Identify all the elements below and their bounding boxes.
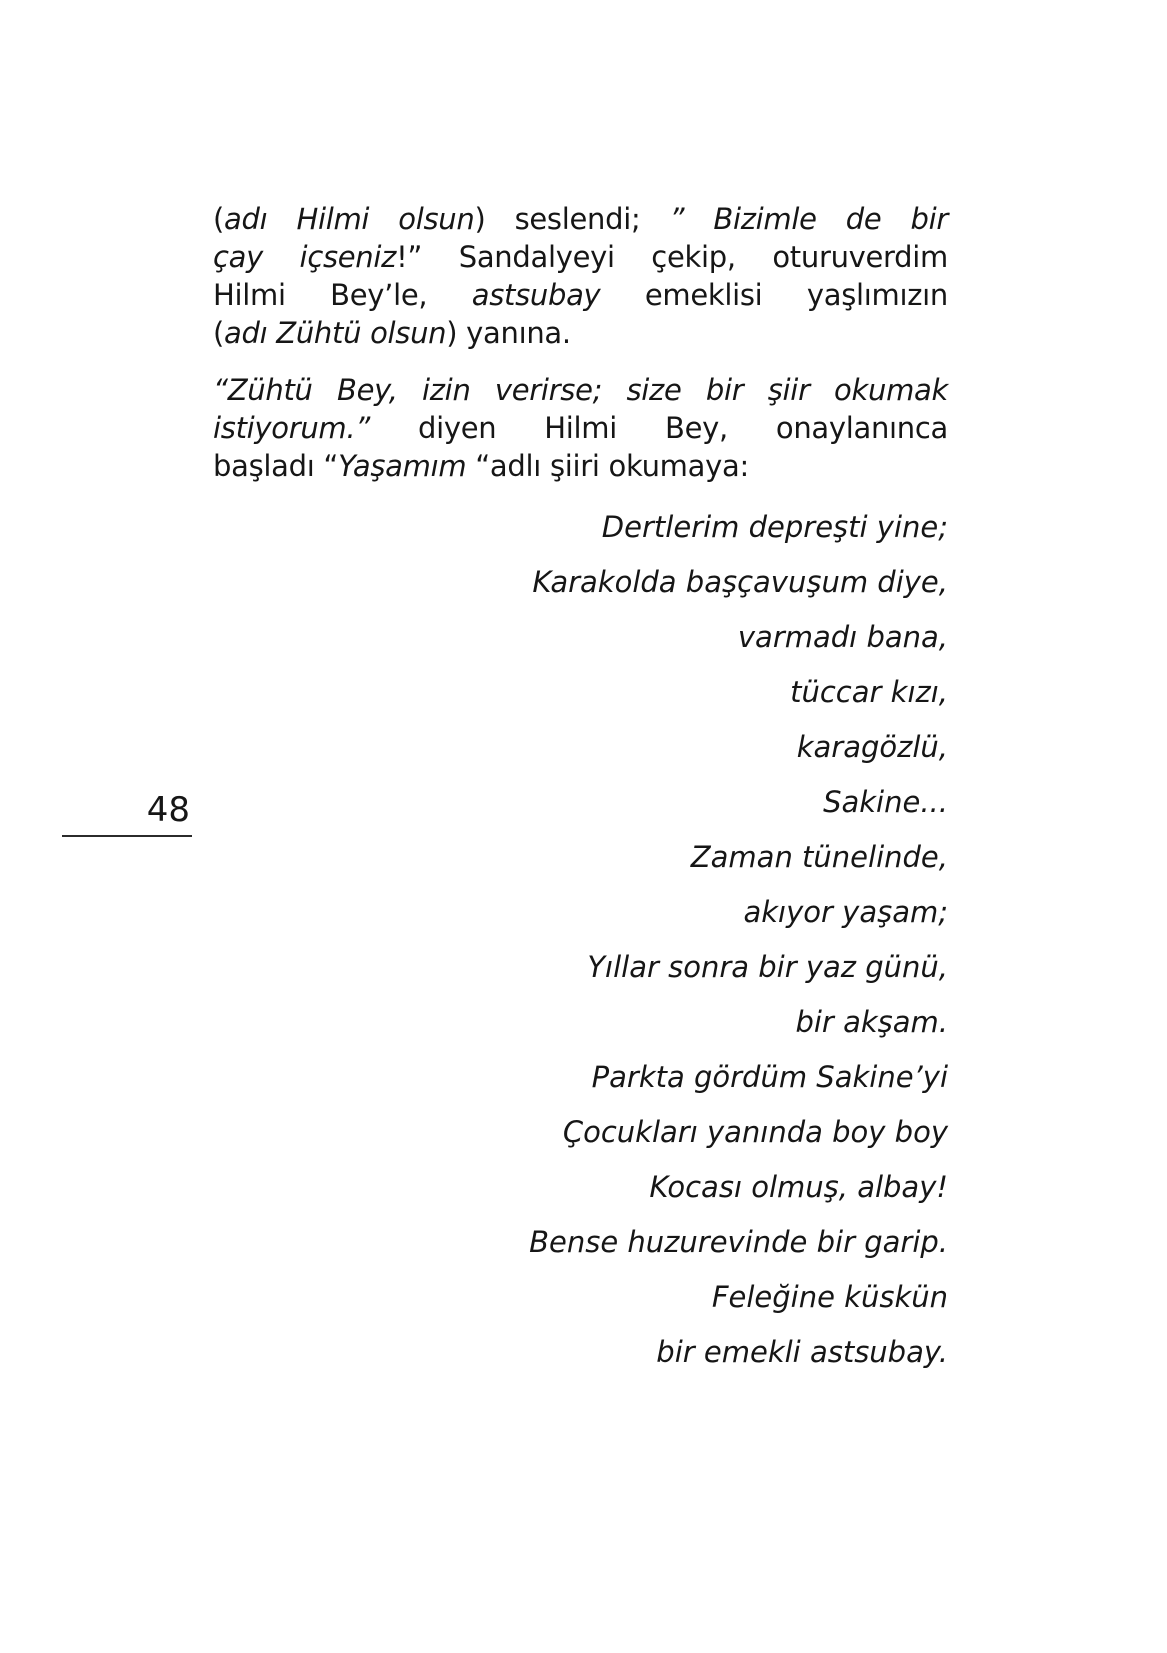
italic-text-segment: adı Zühtü olsun — [224, 316, 447, 350]
poem-line: Zaman tünelinde, — [690, 840, 948, 874]
text-line — [213, 200, 948, 238]
poem-line: Karakolda başçavuşum diye, — [532, 565, 948, 599]
poem-line: Parkta gördüm Sakine’yi — [591, 1060, 948, 1094]
poem-line: Bense huzurevinde bir garip. — [529, 1225, 948, 1259]
poem-line: varmadı bana, — [737, 620, 948, 654]
prose-section — [213, 200, 948, 485]
poem-line: Feleğine küskün — [711, 1280, 948, 1314]
text-line — [213, 314, 948, 352]
text-line — [213, 371, 948, 409]
paragraph — [213, 200, 948, 352]
text-segment: !” Sandalyeyi çekip, oturuverdim — [396, 240, 948, 274]
text-segment: “adlı şiiri okumaya: — [475, 449, 749, 483]
paragraph — [213, 371, 948, 485]
text-segment: diyen Hilmi Bey, onaylanınca — [370, 411, 948, 445]
italic-text-segment: ” Bizimle de bir — [669, 202, 948, 236]
poem-line: tüccar kızı, — [790, 675, 948, 709]
text-segment: ( — [213, 202, 225, 236]
poem-line: akıyor yaşam; — [743, 895, 948, 929]
text-segment: ) seslendi; — [474, 202, 670, 236]
italic-text-segment: adı Hilmi olsun — [224, 202, 475, 236]
poem-line: Kocası olmuş, albay! — [649, 1170, 948, 1204]
text-segment: başladı “ — [213, 449, 339, 483]
text-segment: ) yanına. — [446, 316, 571, 350]
text-segment: Hilmi Bey’le, — [213, 278, 472, 312]
poem-line: Dertlerim depreşti yine; — [601, 510, 948, 544]
text-line — [213, 447, 948, 485]
page-number: 48 — [146, 790, 190, 830]
text-line — [213, 276, 948, 314]
poem-line: bir emekli astsubay. — [656, 1335, 948, 1369]
text-segment: emeklisi yaşlımızın — [600, 278, 948, 312]
italic-text-segment: çay içseniz — [213, 240, 397, 274]
text-line — [213, 409, 948, 447]
text-segment: ( — [213, 316, 225, 350]
italic-text-segment: istiyorum.” — [213, 411, 370, 445]
poem-section — [213, 508, 948, 1371]
text-line — [213, 238, 948, 276]
page-content — [213, 200, 948, 1371]
poem-line: bir akşam. — [795, 1005, 948, 1039]
italic-text-segment: “Zühtü Bey, izin verirse; size bir şiir okumak — [213, 373, 948, 407]
italic-text-segment: astsubay — [471, 278, 601, 312]
poem-line: Yıllar sonra bir yaz günü, — [587, 950, 948, 984]
poem-line: Sakine... — [823, 785, 948, 819]
italic-text-segment: Yaşamım — [338, 449, 476, 483]
page-number-block — [62, 790, 192, 837]
poem-line: karagözlü, — [796, 730, 948, 764]
poem-line: Çocukları yanında boy boy — [562, 1115, 948, 1149]
